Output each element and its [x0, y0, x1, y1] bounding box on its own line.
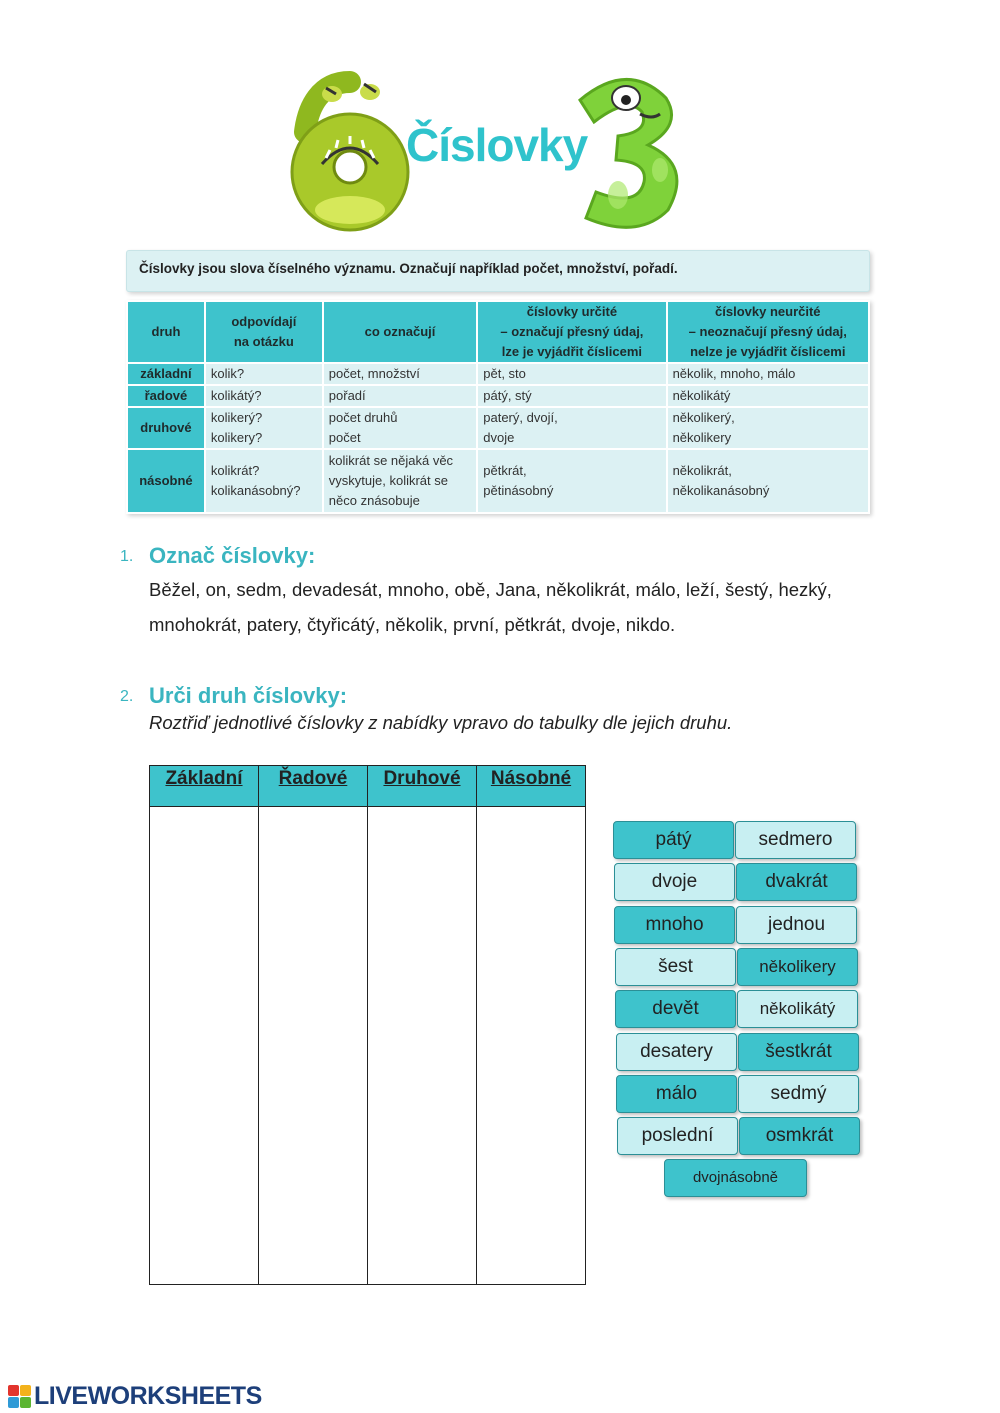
header-otazka-line1: odpovídají	[231, 314, 297, 329]
drop-zone-radove[interactable]	[259, 807, 368, 1284]
row-meaning	[323, 449, 477, 513]
row-indefinite-line: několik, mnoho, málo	[672, 366, 796, 381]
header	[280, 62, 700, 232]
header-neurcite	[667, 301, 869, 363]
row-meaning-line: počet	[328, 430, 361, 445]
word-chip[interactable]: několikery	[737, 948, 858, 986]
row-indefinite	[667, 407, 869, 449]
row-indefinite-line: několikery	[672, 430, 732, 445]
header-otazka	[205, 301, 323, 363]
task1-word[interactable]: málo	[635, 579, 676, 600]
row-meaning	[323, 363, 477, 385]
row-question-line: kolikrát?	[210, 463, 260, 478]
header-urcite	[477, 301, 666, 363]
task1-word[interactable]: patery	[246, 614, 297, 635]
sort-table-body	[150, 807, 585, 1284]
header-urcite-line3: lze je vyjádřit číslicemi	[501, 344, 642, 359]
header-otazka-line2: na otázku	[233, 334, 294, 349]
row-question	[205, 407, 323, 449]
row-indefinite	[667, 363, 869, 385]
row-kind: základní	[127, 363, 205, 385]
task1-word[interactable]: mnohokrát	[149, 614, 237, 635]
row-definite-line: paterý, dvojí,	[483, 410, 558, 425]
row-meaning-line: počet druhů	[328, 410, 398, 425]
row-definite-line: pětinásobný	[483, 483, 554, 498]
definition-box: Číslovky jsou slova číselného významu. Označují například počet, množství, pořadí.	[126, 250, 870, 292]
table-row	[127, 385, 869, 407]
task1-word[interactable]: pětkrát	[504, 614, 561, 635]
word-chip[interactable]: pátý	[613, 821, 734, 859]
task1-word[interactable]: šestý	[724, 579, 769, 600]
row-definite-line: pět, sto	[483, 366, 526, 381]
task1-word[interactable]: nikdo	[625, 614, 671, 635]
row-meaning-line: kolikrát se nějaká věc	[328, 453, 454, 468]
word-chip[interactable]: sedmý	[738, 1075, 859, 1113]
task1-word[interactable]: Jana	[495, 579, 536, 600]
row-meaning-line: něco znásobuje	[328, 493, 420, 508]
row-kind: násobné	[127, 449, 205, 513]
word-chip[interactable]: jednou	[736, 906, 857, 944]
row-indefinite-line: několikrát,	[672, 463, 732, 478]
row-indefinite	[667, 449, 869, 513]
task1-word-list: Běžel, on, sedm, devadesát, mnoho, obě, Jana, několikrát, málo, leží, šestý, hezký, mnohokrát, patery, čtyřicátý, několik, první, pětkrát, dvoje, nikdo.	[149, 579, 832, 635]
number-six-monster-icon	[280, 62, 420, 232]
sort-table	[149, 765, 586, 1285]
task1-word[interactable]: mnoho	[387, 579, 445, 600]
row-kind: řadové	[127, 385, 205, 407]
row-definite	[477, 385, 666, 407]
row-question-line: kolikanásobný?	[210, 483, 301, 498]
row-indefinite-line: několikanásobný	[672, 483, 770, 498]
row-question	[205, 449, 323, 513]
sort-table-header	[150, 766, 585, 807]
row-meaning-line: pořadí	[328, 388, 366, 403]
drop-zone-zakladni[interactable]	[150, 807, 259, 1284]
task1-word[interactable]: devadesát	[291, 579, 378, 600]
word-chip[interactable]: dvoje	[614, 863, 735, 901]
word-chip[interactable]: desatery	[616, 1033, 737, 1071]
reference-table-header	[127, 301, 869, 363]
row-question-line: kolik?	[210, 366, 245, 381]
word-chip[interactable]: sedmero	[735, 821, 856, 859]
row-question-line: kolikátý?	[210, 388, 262, 403]
task1-word[interactable]: on	[205, 579, 227, 600]
row-question-line: kolikerý?	[210, 410, 263, 425]
row-indefinite-line: několikátý	[672, 388, 731, 403]
task1-word[interactable]: několikrát	[546, 579, 626, 600]
page-title: Číslovky	[406, 119, 588, 171]
footer-brand: LIVEWORKSHEETS	[34, 1381, 262, 1410]
task1-number: 1.	[120, 548, 134, 565]
row-kind: druhové	[127, 407, 205, 449]
task2-instruction: Roztřiď jednotlivé číslovky z nabídky vpravo do tabulky dle jejich druhu.	[149, 712, 733, 733]
word-chip[interactable]: poslední	[617, 1117, 738, 1155]
word-chip[interactable]: šestkrát	[738, 1033, 859, 1071]
liveworksheets-logo-icon	[8, 1385, 31, 1408]
task1-word[interactable]: sedm	[236, 579, 282, 600]
task2-title: Urči druh číslovky:	[149, 683, 348, 708]
task1-word[interactable]: hezký	[778, 579, 827, 600]
row-indefinite	[667, 385, 869, 407]
word-chip[interactable]: dvakrát	[736, 863, 857, 901]
number-three-monster-icon	[568, 70, 698, 232]
word-chip[interactable]: málo	[616, 1075, 737, 1113]
row-question	[205, 385, 323, 407]
drop-zone-druhove[interactable]	[368, 807, 477, 1284]
task1-word[interactable]: čtyřicátý	[307, 614, 375, 635]
row-definite	[477, 449, 666, 513]
row-meaning	[323, 407, 477, 449]
task2-number: 2.	[120, 688, 134, 705]
row-definite-line: dvoje	[483, 430, 515, 445]
header-neurcite-line2: – neoznačují přesný údaj,	[688, 324, 847, 339]
sort-column-header: Základní	[150, 766, 259, 806]
sort-column-header: Násobné	[490, 768, 572, 789]
sort-column-header: Druhové	[368, 766, 477, 806]
table-row	[127, 407, 869, 449]
header-druh: druh	[127, 301, 205, 363]
row-meaning	[323, 385, 477, 407]
row-definite	[477, 363, 666, 385]
task1-word[interactable]: několik	[385, 614, 443, 635]
row-meaning-line: počet, množství	[328, 366, 420, 381]
task1-title: Označ číslovky:	[149, 543, 316, 568]
row-definite	[477, 407, 666, 449]
header-neurcite-line3: nelze je vyjádřit číslicemi	[690, 344, 846, 359]
task1-word[interactable]: leží	[685, 579, 715, 600]
word-chip[interactable]: mnoho	[614, 906, 735, 944]
row-definite-line: pátý, stý	[483, 388, 532, 403]
task1-word[interactable]: dvoje	[571, 614, 616, 635]
row-question	[205, 363, 323, 385]
task1-word[interactable]: obě	[454, 579, 486, 600]
row-meaning-line: vyskytuje, kolikrát se	[328, 473, 448, 488]
word-chip[interactable]: devět	[615, 990, 736, 1028]
task1-word[interactable]: první	[453, 614, 495, 635]
word-chip[interactable]: osmkrát	[739, 1117, 860, 1155]
table-row	[127, 449, 869, 513]
sort-column-header: Řadové	[259, 766, 368, 806]
word-chip[interactable]: šest	[615, 948, 736, 986]
word-chip[interactable]: několikátý	[737, 990, 858, 1028]
word-chip[interactable]: dvojnásobně	[664, 1159, 807, 1197]
footer	[8, 1383, 262, 1409]
reference-table	[126, 300, 870, 514]
row-question-line: kolikery?	[210, 430, 263, 445]
header-neurcite-line1: číslovky neurčité	[715, 304, 821, 319]
drop-zone-nasobne[interactable]	[477, 807, 585, 1284]
header-urcite-line2: – označují přesný údaj,	[500, 324, 644, 339]
row-indefinite-line: několikerý,	[672, 410, 735, 425]
table-row	[127, 363, 869, 385]
row-definite-line: pětkrát,	[483, 463, 527, 478]
header-urcite-line1: číslovky určité	[526, 304, 618, 319]
header-oznacuji: co označují	[323, 301, 477, 363]
task1-word[interactable]: Běžel	[149, 579, 196, 600]
